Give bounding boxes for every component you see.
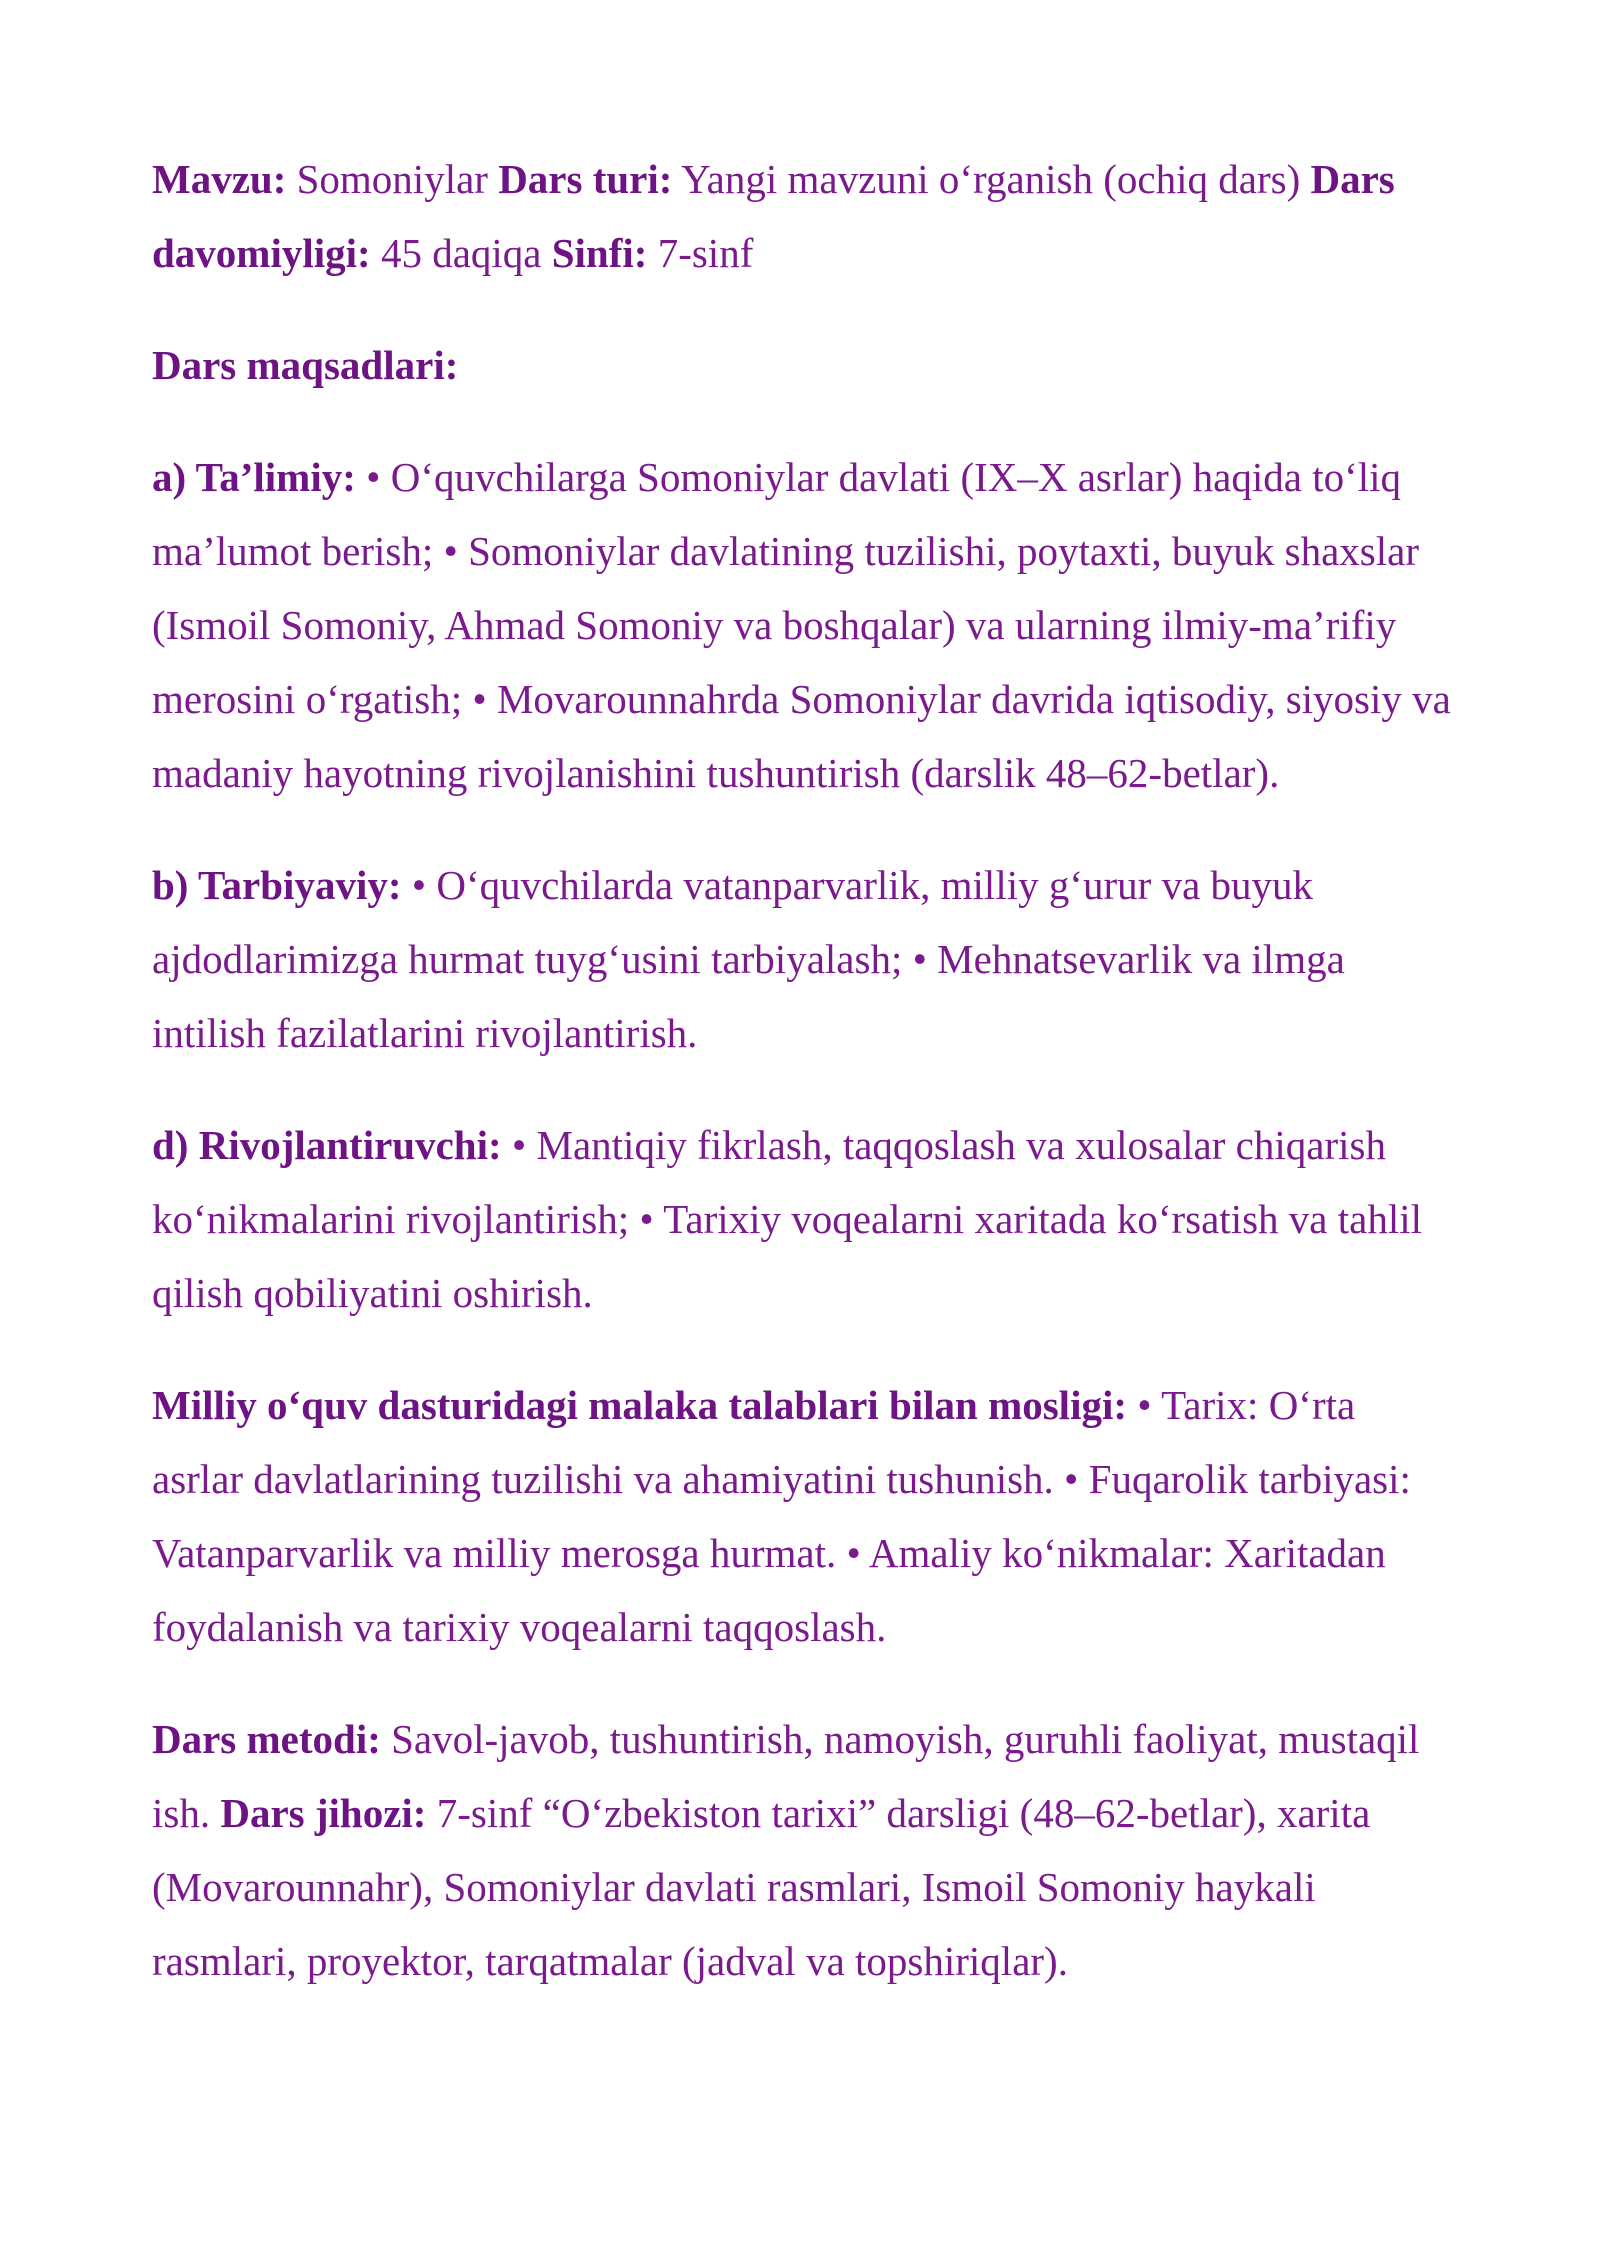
moslik-label: Milliy o‘quv dasturidagi malaka talablari bilan mosligi:	[152, 1382, 1128, 1428]
metod-label: Dars metodi:	[152, 1716, 381, 1762]
mavzu-label: Mavzu:	[152, 156, 287, 202]
dars-turi-label: Dars turi:	[498, 156, 673, 202]
rivojlantiruvchi-text: • Mantiqiy fikrlash, taqqoslash va xulosalar chiqarish ko‘nikmalarini rivojlantirish; • Tarixiy voqealarni xaritada ko‘rsatish va tahlil qilish qobiliyatini oshirish.	[152, 1122, 1422, 1316]
davomiylik-label: Dars davomiyligi:	[152, 156, 1395, 276]
tarbiyaviy-text: • O‘quvchilarda vatanparvarlik, milliy g‘urur va buyuk ajdodlarimizga hurmat tuyg‘usini tarbiyalash; • Mehnatsevarlik va ilmga intilish fazilatlarini rivojlantirish.	[152, 862, 1345, 1056]
maqsadlar-heading	[152, 328, 1452, 402]
moslik-paragraph	[152, 1368, 1452, 1664]
lesson-header	[152, 142, 1452, 290]
moslik-text: • Tarix: O‘rta asrlar davlatlarining tuzilishi va ahamiyatini tushunish. • Fuqarolik tarbiyasi: Vatanparvarlik va milliy merosga hurmat. • Amaliy ko‘nikmalar: Xaritadan foydalanish va tarixiy voqealarni taqqoslash.	[152, 1382, 1411, 1650]
metod-paragraph	[152, 1702, 1452, 1998]
document-page	[152, 142, 1452, 2036]
tarbiyaviy-label: b) Tarbiyaviy:	[152, 862, 402, 908]
tarbiyaviy-paragraph	[152, 848, 1452, 1070]
maqsadlar-title: Dars maqsadlari:	[152, 342, 459, 388]
talimiy-paragraph	[152, 440, 1452, 810]
sinf-value: 7-sinf	[647, 230, 754, 276]
jihoz-text: 7-sinf “O‘zbekiston tarixi” darsligi (48–62-betlar), xarita (Movarounnahr), Somoniylar davlati rasmlari, Ismoil Somoniy haykali rasmlari, proyektor, tarqatmalar (jadval va topshiriqlar).	[152, 1790, 1371, 1984]
rivojlantiruvchi-paragraph	[152, 1108, 1452, 1330]
rivojlantiruvchi-label: d) Rivojlantiruvchi:	[152, 1122, 502, 1168]
sinf-label: Sinfi:	[551, 230, 648, 276]
davomiylik-value: 45 daqiqa	[370, 230, 552, 276]
talimiy-label: a) Ta’limiy:	[152, 454, 356, 500]
dars-turi-value: Yangi mavzuni o‘rganish (ochiq dars)	[672, 156, 1311, 202]
jihoz-label: Dars jihozi:	[220, 1790, 427, 1836]
talimiy-text: • O‘quvchilarga Somoniylar davlati (IX–X asrlar) haqida to‘liq ma’lumot berish; • Somoniylar davlatining tuzilishi, poytaxti, buyuk shaxslar (Ismoil Somoniy, Ahmad Somoniy va boshqalar) va ularning ilmiy-ma’rifiy merosini o‘rgatish; • Movarounnahrda Somoniylar davrida iqtisodiy, siyosiy va madaniy hayotning rivojlanishini tushuntirish (darslik 48–62-betlar).	[152, 454, 1451, 796]
mavzu-value: Somoniylar	[286, 156, 499, 202]
metod-text: Savol-javob, tushuntirish, namoyish, guruhli faoliyat, mustaqil ish.	[152, 1716, 1420, 1836]
